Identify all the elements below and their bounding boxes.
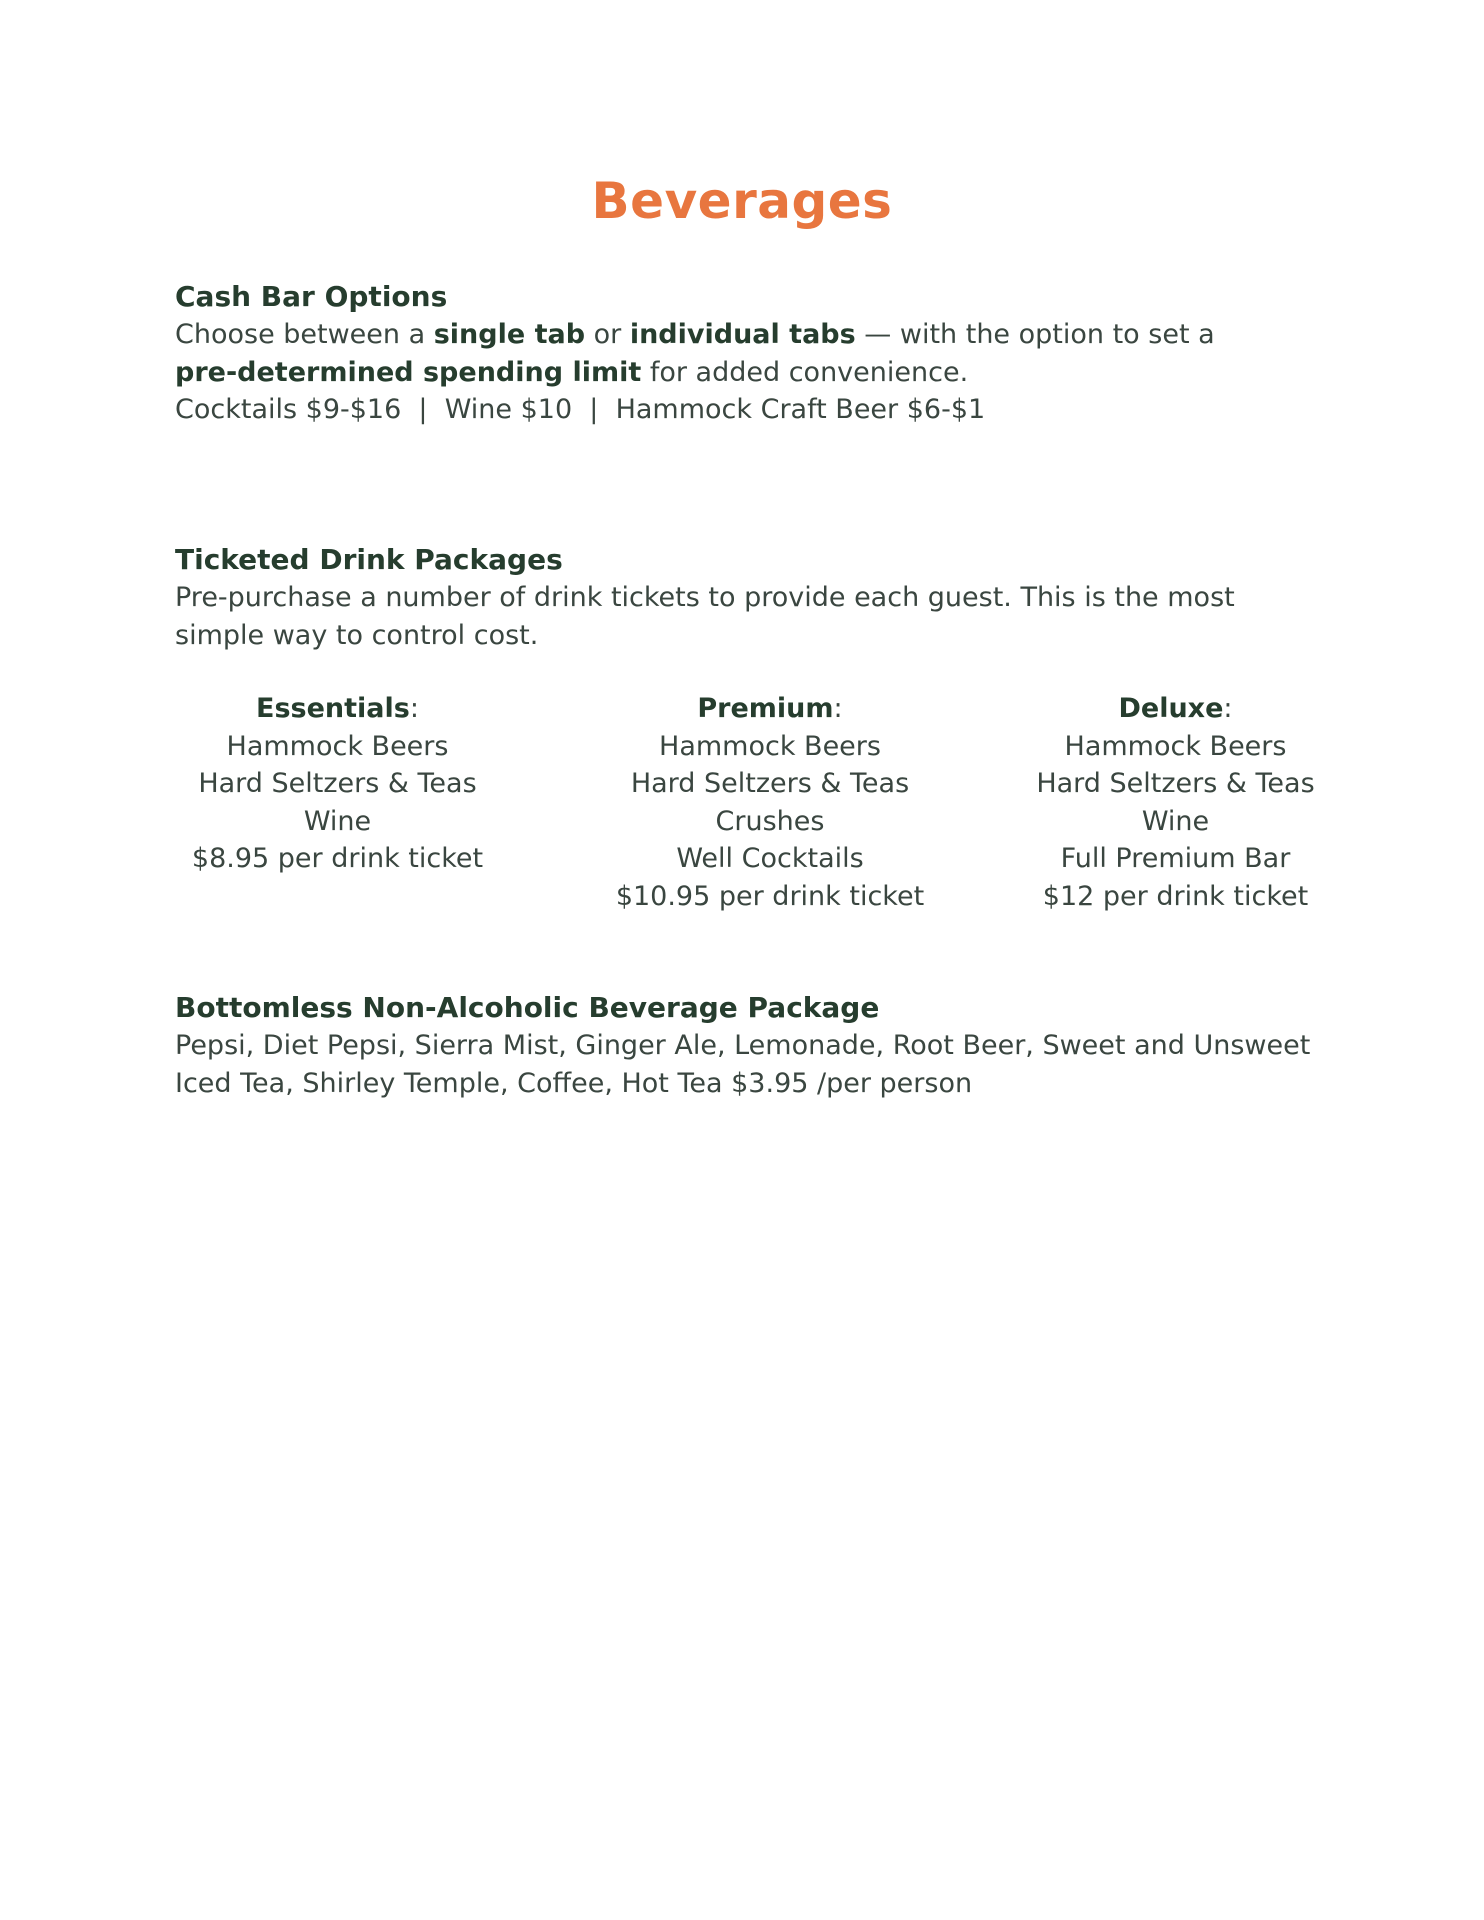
package-premium [550,690,990,915]
package-name: Premium [697,693,834,724]
package-item: Hard Seltzers & Teas [630,768,910,799]
package-item: Hammock Beers [226,730,449,762]
ticketed-section [175,541,1315,654]
bottomless-description-line-2: Iced Tea, Shirley Temple, Coffee, Hot Tea $3.95 /per person [175,1067,973,1099]
package-essentials [135,690,540,915]
spending-limit-emphasis: pre-determined spending limit [175,356,642,388]
text-span: or [585,319,630,350]
bottomless-section [175,989,1315,1102]
package-price: $12 per drink ticket [1042,880,1309,912]
package-price: $10.95 per drink ticket [615,880,925,912]
ticketed-heading: Ticketed Drink Packages [175,543,563,576]
package-colon: : [833,693,843,724]
cash-bar-section [175,278,1315,429]
package-colon: : [1223,693,1233,724]
individual-tabs-emphasis: individual tabs [629,319,856,350]
drink-packages [175,690,1315,915]
package-item: Well Cocktails [676,843,864,874]
cash-bar-description-line-1 [175,316,1315,354]
package-item: Wine [1141,805,1210,837]
package-deluxe [996,690,1355,915]
text-span: Choose between a [175,319,434,350]
package-item: Full Premium Bar [1060,843,1291,874]
package-item: Crushes [715,805,825,837]
package-colon: : [409,693,419,724]
single-tab-emphasis: single tab [433,319,586,350]
page-title: Beverages [591,172,893,230]
package-item: Hammock Beers [1064,730,1287,762]
cash-bar-heading: Cash Bar Options [175,280,448,313]
package-price: $8.95 per drink ticket [191,843,484,874]
text-span: — with the option to set a [855,319,1215,350]
package-item: Hard Seltzers & Teas [1036,768,1315,799]
bottomless-heading: Bottomless Non-Alcoholic Beverage Package [175,991,880,1024]
ticketed-description-line-2: simple way to control cost. [175,619,539,651]
ticketed-description-line-1: Pre-purchase a number of drink tickets to provide each guest. This is the most [175,582,1235,613]
text-span: for added convenience. [641,356,969,388]
package-item: Hammock Beers [659,730,881,762]
package-item: Hard Seltzers & Teas [198,768,477,799]
package-item: Wine [303,805,372,837]
cash-bar-prices: Cocktails $9-$16 | Wine $10 | Hammock Craft Beer $6-$1 [175,394,986,425]
package-name: Essentials [256,693,410,724]
cash-bar-description-line-2 [175,354,1315,392]
bottomless-description-line-1: Pepsi, Diet Pepsi, Sierra Mist, Ginger Ale, Lemonade, Root Beer, Sweet and Unsweet [175,1030,1311,1061]
package-name: Deluxe [1118,693,1224,724]
